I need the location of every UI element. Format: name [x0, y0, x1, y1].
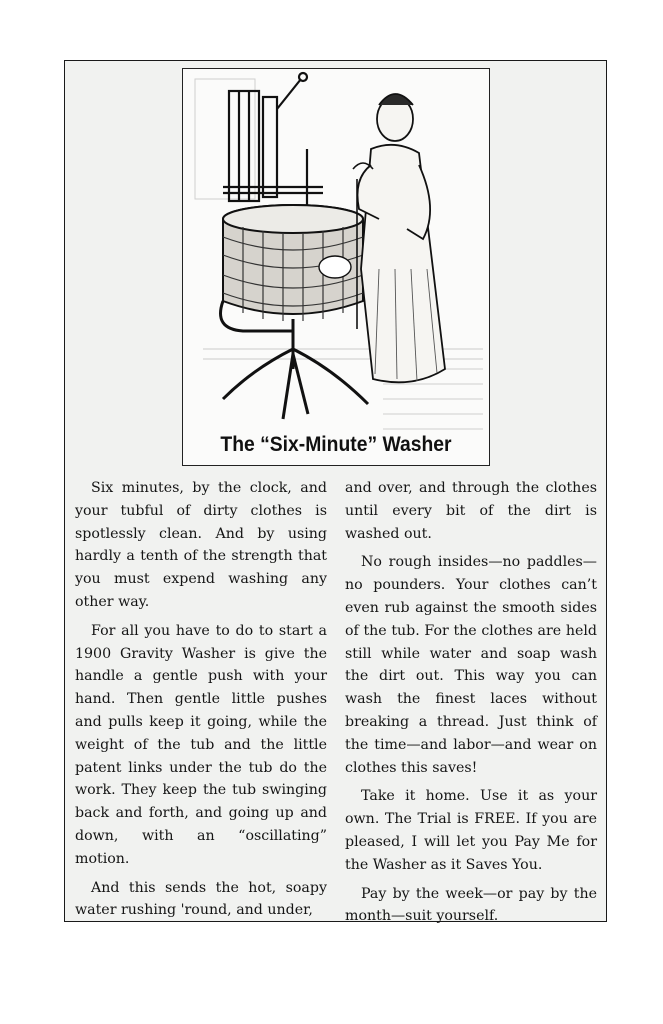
illustration-drawing — [183, 69, 490, 466]
paragraph: Pay by the week—or pay by the month—suit yourself. — [345, 885, 597, 925]
paragraph: Take it home. Use it as your own. The Trial is FREE. If you are pleased, I will let you Pay Me for the Washer as it Saves You. — [345, 788, 597, 873]
paragraph: For all you have to do to start a 1900 Gravity Washer is give the handle a gentle push with your hand. Then gentle little pushes and pulls keep it going, while the weight of the tub and the little patent links under the tub do the work. They keep the tub swinging back and forth, and going up and down, with an “oscillating” motion. — [75, 622, 327, 867]
washer-illustration — [182, 68, 490, 466]
paragraph: No rough insides—no paddles—no pounders. Your clothes can’t even rub against the smooth sides of the tub. For the clothes are held still while water and soap wash the dirt out. This way you can wash the finest laces without breaking a thread. Just think of the time—and labor—and wear on clothes this saves! — [345, 554, 597, 776]
paragraph: And this sends the hot, soapy water rushing 'round, and under, — [75, 879, 327, 919]
advertisement-frame — [64, 60, 607, 925]
left-column — [75, 477, 327, 928]
illustration-caption: The “Six-Minute” Washer — [220, 433, 452, 456]
right-column — [345, 477, 597, 934]
paragraph: Six minutes, by the clock, and your tubful of dirty clothes is spotlessly clean. And by using hardly a tenth of the strength that you must expend washing any other way. — [75, 480, 327, 610]
paragraph-continuation: and over, and through the clothes until every bit of the dirt is washed out. — [345, 480, 597, 542]
